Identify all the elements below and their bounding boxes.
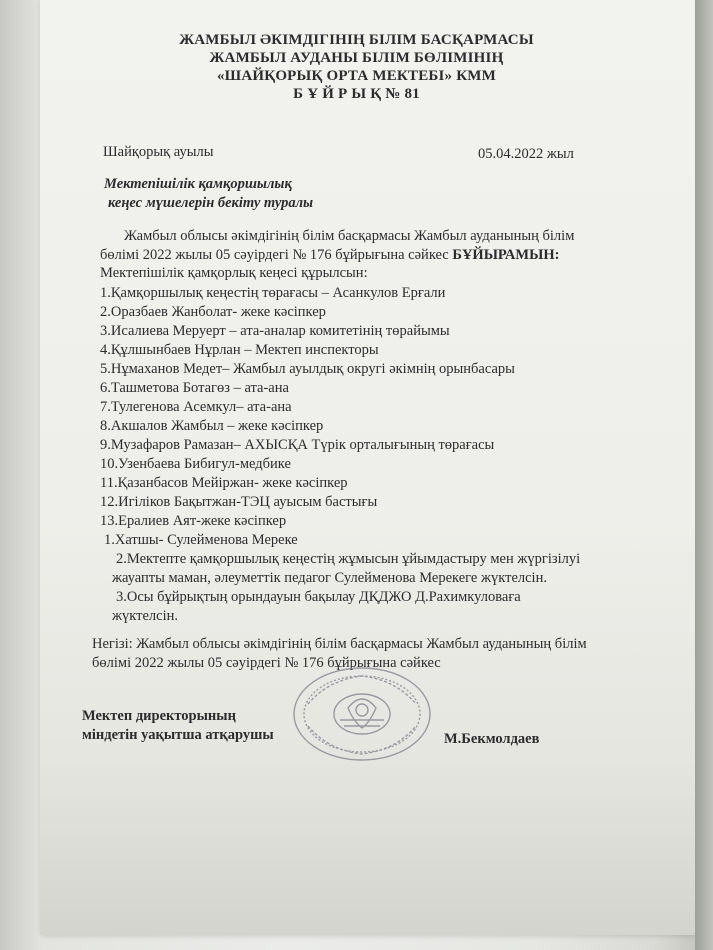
secretary-line: 1.Хатшы- Сулейменова Мереке — [104, 532, 298, 548]
subject-line-1: Мектепішілік қамқоршылық — [104, 176, 292, 192]
list-item: 4.Құлшынбаев Нұрлан – Мектеп инспекторы — [100, 342, 379, 358]
list-item: 10.Узенбаева Бибигул-медбике — [100, 456, 291, 472]
list-item: 1.Қамқоршылық кеңестің төрағасы – Асанкулов Ерғали — [100, 285, 446, 301]
place-text: Шайқорық ауылы — [103, 144, 214, 160]
list-item: 3.Исалиева Меруерт – ата-аналар комитетінің төрайымы — [100, 323, 450, 339]
list-item: 12.Игіліков Бақытжан-ТЭЦ ауысым бастығы — [100, 494, 378, 510]
signature-name: М.Бекмолдаев — [444, 731, 540, 747]
list-item: 11.Қазанбасов Мейіржан- жеке кәсіпкер — [100, 475, 348, 491]
point-2-line-1: 2.Мектепте қамқоршылық кеңестің жұмысын ұйымдастыру мен жүргізілуі — [116, 551, 581, 567]
signature-role-line-2: міндетін уақытша атқарушы — [82, 727, 274, 743]
preamble-line-2-text: бөлімі 2022 жылы 05 сәуірдегі № 176 бұйрығына сәйкес — [100, 247, 453, 263]
preamble-line-3: Мектепішілік қамқорлық кеңесі құрылсын: — [100, 265, 368, 281]
list-item: 8.Акшалов Жамбыл – жеке кәсіпкер — [100, 418, 324, 434]
list-item: 7.Тулегенова Асемкул– ата-ана — [100, 399, 292, 415]
background-edge — [695, 0, 713, 950]
preamble-line-2 — [100, 247, 559, 264]
list-item: 6.Ташметова Ботагөз – ата-ана — [100, 380, 289, 396]
header-line-2: ЖАМБЫЛ АУДАНЫ БІЛІМ БӨЛІМІНІҢ — [209, 50, 504, 66]
list-item: 9.Музафаров Рамазан– АХЫСҚА Түрік орталығының төрағасы — [100, 437, 495, 453]
list-item: 5.Нұмаханов Медет– Жамбыл ауылдық округі әкімнің орынбасары — [100, 361, 515, 377]
list-item: 13.Ералиев Аят-жеке кәсіпкер — [100, 513, 287, 529]
preamble-line-1: Жамбыл облысы әкімдігінің білім басқармасы Жамбыл ауданының білім — [124, 228, 575, 244]
point-2-line-2: жауапты маман, әлеуметтік педагог Сулейменова Мерекеге жүктелсін. — [112, 570, 547, 586]
order-date: 05.04.2022 жыл — [478, 146, 574, 162]
header-line-3: «ШАЙҚОРЫҚ ОРТА МЕКТЕБІ» КММ — [216, 68, 497, 84]
order-verb: БҰЙЫРАМЫН: — [452, 247, 560, 263]
basis-line-2: бөлімі 2022 жылы 05 сәуірдегі № 176 бұйрығына сәйкес — [92, 655, 441, 671]
point-3-line-1: 3.Осы бұйрықтың орындауын бақылау ДҚДЖО Д.Рахимкуловаға — [116, 589, 521, 605]
official-stamp — [288, 664, 436, 764]
order-title: Б Ұ Й Р Ы Қ № 81 — [293, 86, 420, 102]
subject-line-2: кеңес мүшелерін бекіту туралы — [108, 195, 314, 211]
basis-line-1: Негізі: Жамбыл облысы әкімдігінің білім басқармасы Жамбыл ауданының білім — [92, 636, 587, 652]
point-3-line-2: жүктелсін. — [112, 608, 178, 624]
list-item: 2.Оразбаев Жанболат- жеке кәсіпкер — [100, 304, 326, 320]
signature-role-line-1: Мектеп директорының — [82, 708, 236, 724]
header-line-1: ЖАМБЫЛ ӘКІМДІГІНІҢ БІЛІМ БАСҚАРМАСЫ — [179, 32, 534, 48]
